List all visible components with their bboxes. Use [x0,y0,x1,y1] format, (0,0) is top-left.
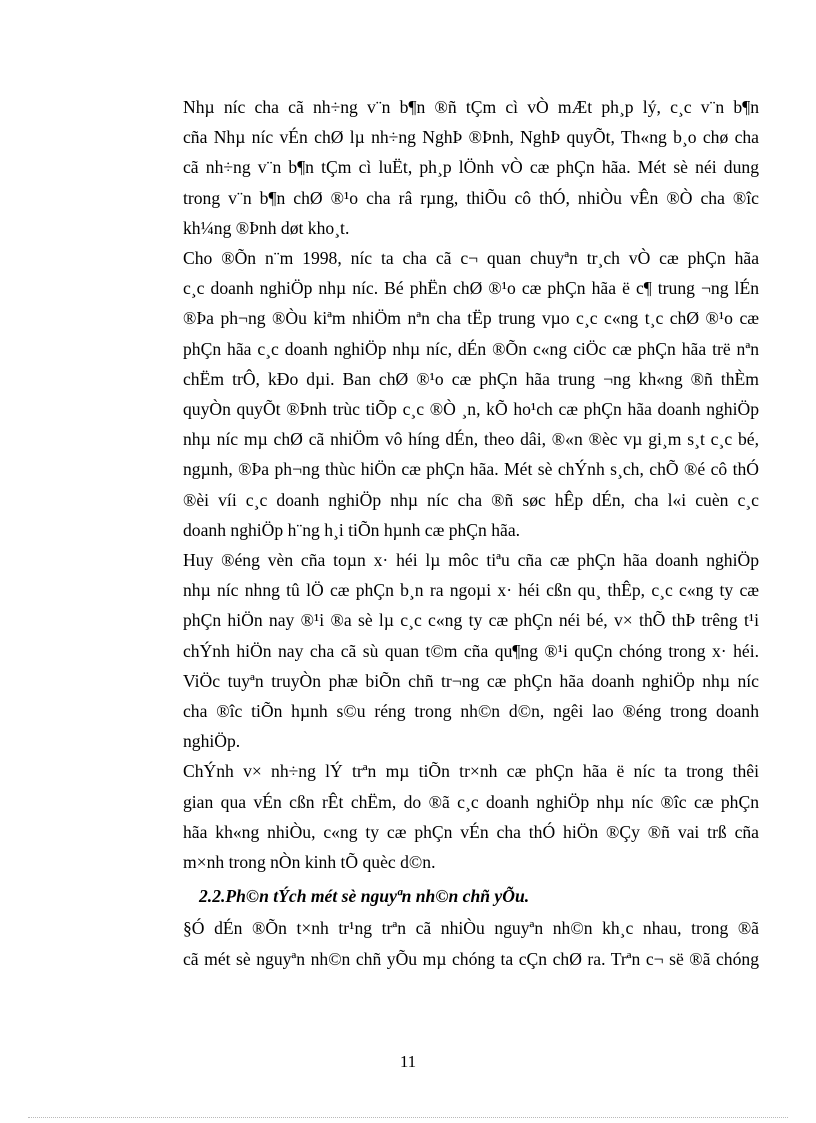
page-number: 11 [399,1052,417,1071]
text-line: c¸c doanh nghiÖp nhµ níc. Bé phËn chØ ®¹o cæ phÇn hãa ë c¶ trung ¬ng lÉn [183,278,759,299]
text-line: nghiÖp. [183,731,241,752]
text-line: ®èi víi c¸c doanh nghiÖp nhµ níc cha ®ñ søc hÊp dÉn, cha l«i cuèn c¸c [183,489,759,510]
page-bottom-divider [28,1117,788,1118]
text-line: doanh nghiÖp h¨ng h¸i tiÕn hµnh cæ phÇn hãa. [183,519,521,540]
text-line: Nhµ níc cha cã nh÷ng v¨n b¶n ®ñ tÇm cì vÒ mÆt ph¸p lý, c¸c v¨n b¶n [183,97,759,117]
text-line: chÝnh hiÖn nay cha cã sù quan t©m cña qu¶ng ®¹i quÇn chóng trong x· héi. [183,640,759,661]
text-line: hãa kh«ng nhiÒu, c«ng ty cæ phÇn vÉn cha thÓ hiÖn ®Çy ®ñ vai trß cña [183,821,759,842]
text-line: quyÒn quyÕt ®Þnh trùc tiÕp c¸c ®Ò ¸n, kÕ ho¹ch cæ phÇn hãa doanh nghiÖp [183,399,759,420]
text-line: gian qua vÉn cßn rÊt chËm, do ®ã c¸c doanh nghiÖp nhµ níc ®îc cæ phÇn [183,791,759,812]
text-line: Cho ®Õn n¨m 1998, níc ta cha cã c¬ quan chuyªn tr¸ch vÒ cæ phÇn hãa [183,248,759,269]
text-line: nhµ níc nhng tû lÖ cæ phÇn b¸n ra ngoµi x· héi cßn qu¸ thÊp, c¸c c«ng ty cæ [183,580,759,601]
text-line: chËm trÔ, kÐo dµi. Ban chØ ®¹o cæ phÇn hãa trung ¬ng kh«ng ®ñ thÈm [183,368,759,389]
text-line: cha ®îc tiÕn hµnh s©u réng trong nh©n d©n, ngêi lao ®éng trong doanh [183,701,759,722]
text-line: phÇn hãa c¸c doanh nghiÖp nhµ níc, dÉn ®Õn c«ng ciÖc cæ phÇn hãa trë nªn [183,338,759,359]
text-line: phÇn hiÖn nay ®¹i ®a sè lµ c¸c c«ng ty cæ phÇn néi bé, v× thÕ thÞ trêng t¹i [183,610,759,631]
text-line: cña Nhµ níc vÉn chØ lµ nh÷ng NghÞ ®Þnh, NghÞ quyÕt, Th«ng b¸o chø cha [183,127,759,148]
paragraph-capital-mobilization [136,545,759,756]
text-line: m×nh trong nÒn kinh tÕ quèc d©n. [183,852,436,873]
paragraph-slow-progress [136,756,759,877]
text-line: trong v¨n b¶n chØ ®¹o cha râ rµng, thiÕu cô thÓ, nhiÒu vÊn ®Ò cha ®îc [183,187,759,208]
text-line: ViÖc tuyªn truyÒn phæ biÕn chñ tr¬ng cæ phÇn hãa doanh nghiÖp nhµ níc [183,670,759,691]
section-heading: 2.2.Ph©n tÝch mét sè nguyªn nh©n chñ yÕu. [199,886,530,907]
text-line: nhµ níc mµ chØ cã nhiÖm vô híng dÉn, theo dâi, ®«n ®èc vµ gi¸m s¸t c¸c bé, [183,429,759,450]
text-line: cã nh÷ng v¨n b¶n tÇm cì luËt, ph¸p lÖnh vÒ cæ phÇn hãa. Mét sè néi dung [183,157,759,178]
text-line: cã mét sè nguyªn nh©n chñ yÕu mµ chóng ta cÇn chØ ra. Trªn c¬ së ®ã chóng [183,948,759,969]
text-line: ®Þa ph¬ng ®Òu kiªm nhiÖm nªn cha tËp trung vµo c¸c c«ng t¸c chØ ®¹o cæ [183,308,759,329]
paragraph-legal-framework [136,92,759,243]
text-line: ChÝnh v× nh÷ng lÝ trªn mµ tiÕn tr×nh cæ phÇn hãa ë níc ta trong thêi [183,761,759,782]
text-line: ngµnh, ®Þa ph¬ng thùc hiÖn cæ phÇn hãa. Mét sè chÝnh s¸ch, chÕ ®é cô thÓ [183,459,759,480]
text-line: Huy ®éng vèn cña toµn x· héi lµ môc tiªu cña cæ phÇn hãa doanh nghiÖp [183,550,759,571]
text-line: §Ó dÉn ®Õn t×nh tr¹ng trªn cã nhiÒu nguyªn nh©n kh¸c nhau, trong ®ã [183,918,759,939]
text-line: kh¼ng ®Þnh døt kho¸t. [183,217,350,238]
paragraph-specialized-agency [136,243,759,545]
paragraph-main-causes [136,913,759,973]
page-content [136,92,759,974]
